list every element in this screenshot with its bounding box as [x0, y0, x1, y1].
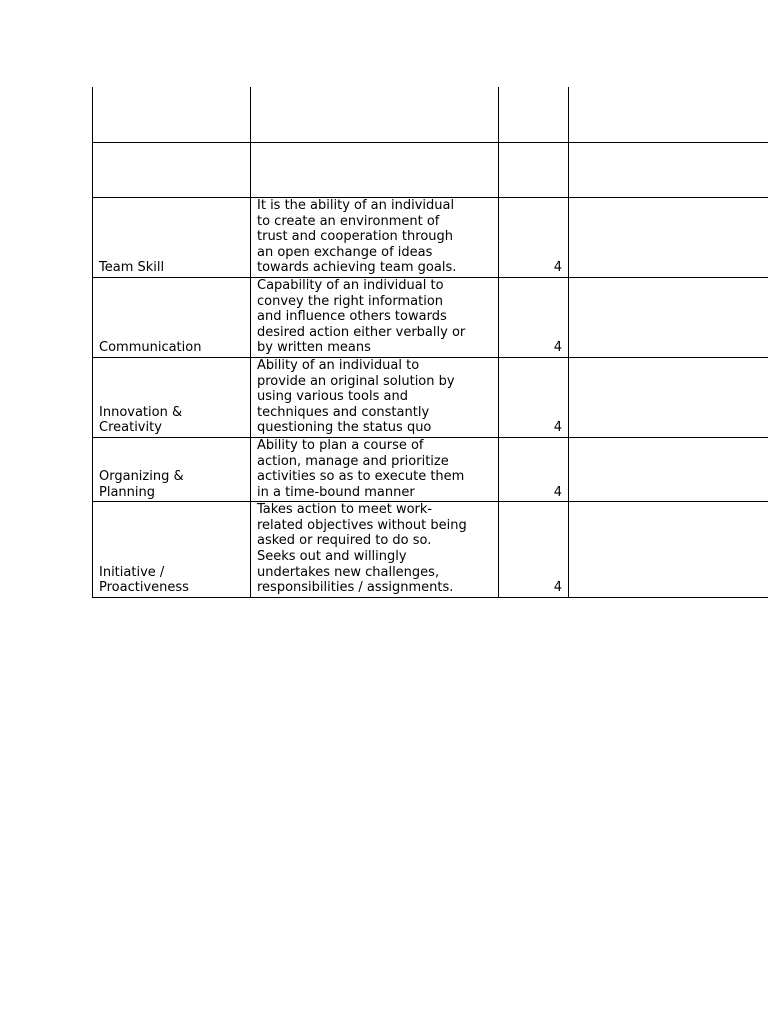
description-line: Ability to plan a course of	[257, 437, 424, 453]
description-line: related objectives without being	[257, 517, 467, 533]
score-value: 4	[553, 484, 562, 500]
table-row-organizing-planning	[93, 437, 768, 501]
table-row-team-skill	[93, 198, 768, 278]
description-line: It is the ability of an individual	[257, 198, 455, 213]
score-value: 4	[553, 580, 562, 596]
score-value: 4	[553, 420, 562, 436]
description-line: questioning the status quo	[257, 420, 432, 436]
competency-name	[93, 357, 251, 437]
empty-cell	[93, 143, 251, 198]
competency-name-line: Innovation &	[99, 404, 183, 420]
empty-cell	[569, 198, 768, 278]
description-line: undertakes new challenges,	[257, 564, 440, 580]
competency-description	[251, 502, 499, 598]
competency-name-line: Initiative /	[99, 564, 165, 580]
competency-name	[93, 502, 251, 598]
competency-description	[251, 357, 499, 437]
competency-score	[499, 198, 569, 278]
description-line: towards achieving team goals.	[257, 260, 457, 276]
competency-score	[499, 437, 569, 501]
competency-score	[499, 277, 569, 357]
empty-cell	[569, 357, 768, 437]
empty-cell	[569, 437, 768, 501]
description-line: convey the right information	[257, 293, 444, 309]
empty-cell	[569, 277, 768, 357]
empty-cell	[93, 87, 251, 143]
description-line: activities so as to execute them	[257, 469, 465, 485]
empty-cell	[251, 87, 499, 143]
description-line: responsibilities / assignments.	[257, 580, 454, 596]
description-line: to create an environment of	[257, 213, 440, 229]
competency-name	[93, 437, 251, 501]
table-row-empty-2	[93, 143, 768, 198]
competency-name	[93, 277, 251, 357]
empty-cell	[569, 502, 768, 598]
description-line: in a time-bound manner	[257, 484, 415, 500]
competency-name-text: Team Skill	[99, 260, 165, 276]
description-line: techniques and constantly	[257, 404, 430, 420]
description-line: and influence others towards	[257, 309, 447, 325]
table-row-initiative-proactiveness	[93, 502, 768, 598]
competency-name-line: Proactiveness	[99, 580, 189, 596]
description-line: using various tools and	[257, 389, 408, 405]
competency-score	[499, 502, 569, 598]
competency-description	[251, 198, 499, 278]
competency-name-text: Communication	[99, 340, 202, 356]
description-line: Capability of an individual to	[257, 277, 444, 293]
empty-cell	[569, 143, 768, 198]
table-row-innovation-creativity	[93, 357, 768, 437]
description-line: desired action either verbally or	[257, 324, 466, 340]
description-line: Seeks out and willingly	[257, 549, 407, 565]
description-line: action, manage and prioritize	[257, 453, 449, 469]
description-line: Ability of an individual to	[257, 357, 420, 373]
competency-name-line: Creativity	[99, 420, 162, 436]
competency-description	[251, 437, 499, 501]
description-line: trust and cooperation through	[257, 229, 454, 245]
competency-name-line: Planning	[99, 484, 155, 500]
competency-score	[499, 357, 569, 437]
competency-description	[251, 277, 499, 357]
table-row-empty-1	[93, 87, 768, 143]
empty-cell	[499, 143, 569, 198]
table-row-communication	[93, 277, 768, 357]
description-line: asked or required to do so.	[257, 533, 432, 549]
empty-cell	[499, 87, 569, 143]
competency-name	[93, 198, 251, 278]
description-line: an open exchange of ideas	[257, 244, 433, 260]
description-line: by written means	[257, 340, 371, 356]
score-value: 4	[553, 340, 562, 356]
competency-table	[92, 87, 768, 598]
description-line: provide an original solution by	[257, 373, 455, 389]
empty-cell	[569, 87, 768, 143]
empty-cell	[251, 143, 499, 198]
competency-name-line: Organizing &	[99, 469, 184, 485]
score-value: 4	[553, 260, 562, 276]
description-line: Takes action to meet work-	[257, 502, 433, 518]
